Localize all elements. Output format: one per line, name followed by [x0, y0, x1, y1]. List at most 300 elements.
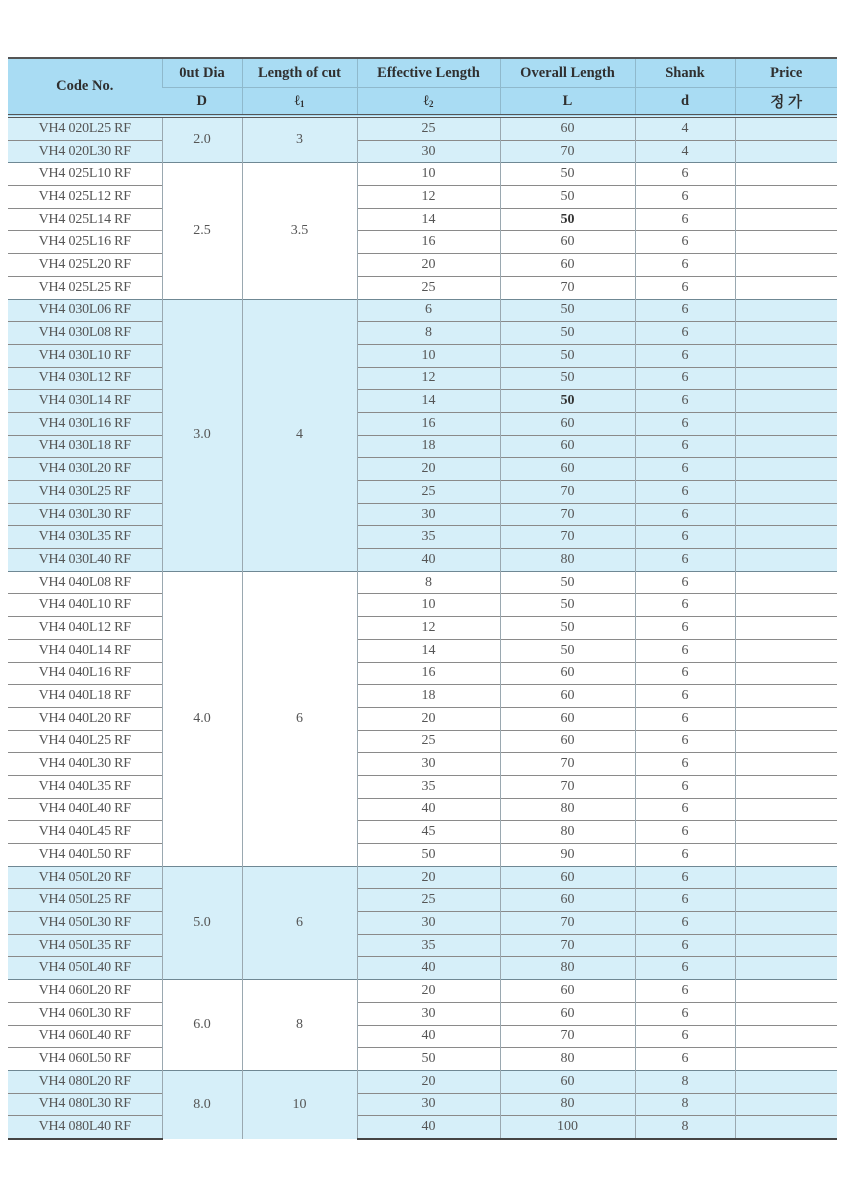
product-spec-table	[8, 57, 837, 1140]
overall-length-cell: 70	[500, 503, 635, 526]
table-row	[8, 957, 837, 980]
effective-length-cell: 18	[357, 685, 500, 708]
effective-length-cell: 10	[357, 163, 500, 186]
code-no-cell: VH4 050L40 RF	[8, 957, 162, 980]
header-symbol-d-dia: D	[162, 88, 242, 117]
shank-cell: 4	[635, 116, 735, 140]
code-no-cell: VH4 030L18 RF	[8, 435, 162, 458]
shank-cell: 6	[635, 367, 735, 390]
effective-length-cell: 25	[357, 730, 500, 753]
overall-length-cell: 70	[500, 526, 635, 549]
overall-length-cell: 60	[500, 1002, 635, 1025]
effective-length-cell: 8	[357, 571, 500, 594]
table-row	[8, 980, 837, 1003]
table-row	[8, 889, 837, 912]
shank-cell: 6	[635, 344, 735, 367]
code-no-cell: VH4 040L14 RF	[8, 639, 162, 662]
effective-length-cell: 40	[357, 798, 500, 821]
price-cell	[735, 571, 837, 594]
price-cell	[735, 163, 837, 186]
table-row	[8, 186, 837, 209]
code-no-cell: VH4 040L40 RF	[8, 798, 162, 821]
shank-cell: 6	[635, 866, 735, 889]
header-out-dia: 0ut Dia	[162, 58, 242, 88]
shank-cell: 6	[635, 1048, 735, 1071]
out-dia-cell: 3.0	[162, 299, 242, 571]
effective-length-cell: 12	[357, 367, 500, 390]
table-row	[8, 254, 837, 277]
price-cell	[735, 231, 837, 254]
table-row	[8, 140, 837, 163]
code-no-cell: VH4 030L20 RF	[8, 458, 162, 481]
out-dia-cell: 5.0	[162, 866, 242, 979]
price-cell	[735, 844, 837, 867]
effective-length-cell: 6	[357, 299, 500, 322]
effective-length-cell: 20	[357, 707, 500, 730]
price-cell	[735, 186, 837, 209]
code-no-cell: VH4 025L12 RF	[8, 186, 162, 209]
symbol-subscript: 2	[428, 98, 434, 109]
shank-cell: 6	[635, 163, 735, 186]
overall-length-cell: 80	[500, 1048, 635, 1071]
effective-length-cell: 20	[357, 1070, 500, 1093]
effective-length-cell: 10	[357, 594, 500, 617]
overall-length-cell: 60	[500, 866, 635, 889]
price-cell	[735, 367, 837, 390]
price-cell	[735, 753, 837, 776]
price-cell	[735, 116, 837, 140]
price-cell	[735, 1025, 837, 1048]
shank-cell: 6	[635, 685, 735, 708]
price-cell	[735, 1093, 837, 1116]
length-of-cut-cell: 3.5	[242, 163, 357, 299]
code-no-cell: VH4 050L25 RF	[8, 889, 162, 912]
code-no-cell: VH4 030L12 RF	[8, 367, 162, 390]
shank-cell: 8	[635, 1116, 735, 1139]
effective-length-cell: 30	[357, 1093, 500, 1116]
price-cell	[735, 254, 837, 277]
price-cell	[735, 435, 837, 458]
shank-cell: 6	[635, 526, 735, 549]
table-row	[8, 1070, 837, 1093]
code-no-cell: VH4 025L20 RF	[8, 254, 162, 277]
shank-cell: 6	[635, 821, 735, 844]
code-no-cell: VH4 080L20 RF	[8, 1070, 162, 1093]
code-no-cell: VH4 030L14 RF	[8, 390, 162, 413]
effective-length-cell: 30	[357, 503, 500, 526]
table-body	[8, 116, 837, 1139]
code-no-cell: VH4 020L25 RF	[8, 116, 162, 140]
table-row	[8, 821, 837, 844]
overall-length-cell: 50	[500, 299, 635, 322]
code-no-cell: VH4 040L20 RF	[8, 707, 162, 730]
table-header	[8, 58, 837, 116]
product-spec-table-container	[8, 57, 837, 1140]
shank-cell: 6	[635, 639, 735, 662]
price-cell	[735, 662, 837, 685]
code-no-cell: VH4 050L35 RF	[8, 934, 162, 957]
price-cell	[735, 934, 837, 957]
overall-length-cell: 60	[500, 889, 635, 912]
overall-length-cell: 60	[500, 231, 635, 254]
effective-length-cell: 8	[357, 322, 500, 345]
effective-length-cell: 18	[357, 435, 500, 458]
table-row	[8, 1093, 837, 1116]
shank-cell: 6	[635, 594, 735, 617]
shank-cell: 6	[635, 1002, 735, 1025]
code-no-cell: VH4 030L40 RF	[8, 549, 162, 572]
table-row	[8, 549, 837, 572]
code-no-cell: VH4 040L08 RF	[8, 571, 162, 594]
length-of-cut-cell: 8	[242, 980, 357, 1071]
overall-length-cell: 60	[500, 254, 635, 277]
table-row	[8, 1048, 837, 1071]
table-row	[8, 639, 837, 662]
shank-cell: 6	[635, 503, 735, 526]
shank-cell: 6	[635, 208, 735, 231]
shank-cell: 6	[635, 753, 735, 776]
shank-cell: 6	[635, 186, 735, 209]
out-dia-cell: 8.0	[162, 1070, 242, 1139]
code-no-cell: VH4 040L18 RF	[8, 685, 162, 708]
overall-length-cell: 50	[500, 639, 635, 662]
shank-cell: 6	[635, 980, 735, 1003]
effective-length-cell: 25	[357, 481, 500, 504]
shank-cell: 6	[635, 322, 735, 345]
overall-length-cell: 70	[500, 934, 635, 957]
table-row	[8, 344, 837, 367]
overall-length-cell: 50	[500, 571, 635, 594]
overall-length-cell: 70	[500, 1025, 635, 1048]
length-of-cut-cell: 6	[242, 571, 357, 866]
price-cell	[735, 299, 837, 322]
table-row	[8, 617, 837, 640]
price-cell	[735, 322, 837, 345]
code-no-cell: VH4 020L30 RF	[8, 140, 162, 163]
length-of-cut-cell: 6	[242, 866, 357, 979]
length-of-cut-cell: 4	[242, 299, 357, 571]
effective-length-cell: 14	[357, 639, 500, 662]
price-cell	[735, 1070, 837, 1093]
effective-length-cell: 50	[357, 1048, 500, 1071]
header-symbol-price-kr: 정 가	[735, 88, 837, 117]
effective-length-cell: 30	[357, 140, 500, 163]
code-no-cell: VH4 040L16 RF	[8, 662, 162, 685]
out-dia-cell: 6.0	[162, 980, 242, 1071]
overall-length-cell: 70	[500, 481, 635, 504]
header-overall-length: Overall Length	[500, 58, 635, 88]
effective-length-cell: 35	[357, 526, 500, 549]
code-no-cell: VH4 030L25 RF	[8, 481, 162, 504]
effective-length-cell: 20	[357, 980, 500, 1003]
code-no-cell: VH4 060L20 RF	[8, 980, 162, 1003]
shank-cell: 6	[635, 458, 735, 481]
out-dia-cell: 2.0	[162, 116, 242, 163]
table-row	[8, 322, 837, 345]
shank-cell: 6	[635, 707, 735, 730]
shank-cell: 6	[635, 435, 735, 458]
shank-cell: 6	[635, 1025, 735, 1048]
effective-length-cell: 12	[357, 186, 500, 209]
overall-length-cell: 60	[500, 730, 635, 753]
shank-cell: 6	[635, 412, 735, 435]
header-effective-length: Effective Length	[357, 58, 500, 88]
header-shank: Shank	[635, 58, 735, 88]
price-cell	[735, 707, 837, 730]
shank-cell: 6	[635, 662, 735, 685]
code-no-cell: VH4 080L30 RF	[8, 1093, 162, 1116]
overall-length-cell: 70	[500, 775, 635, 798]
effective-length-cell: 45	[357, 821, 500, 844]
table-row	[8, 866, 837, 889]
symbol-l: ℓ	[423, 92, 429, 109]
shank-cell: 6	[635, 231, 735, 254]
code-no-cell: VH4 050L30 RF	[8, 912, 162, 935]
overall-length-cell: 70	[500, 753, 635, 776]
effective-length-cell: 20	[357, 866, 500, 889]
code-no-cell: VH4 030L35 RF	[8, 526, 162, 549]
table-row	[8, 481, 837, 504]
table-row	[8, 730, 837, 753]
price-cell	[735, 481, 837, 504]
table-row	[8, 707, 837, 730]
price-cell	[735, 639, 837, 662]
shank-cell: 6	[635, 549, 735, 572]
table-row	[8, 412, 837, 435]
table-row	[8, 798, 837, 821]
price-cell	[735, 775, 837, 798]
code-no-cell: VH4 040L12 RF	[8, 617, 162, 640]
price-cell	[735, 957, 837, 980]
price-cell	[735, 1002, 837, 1025]
overall-length-cell: 60	[500, 707, 635, 730]
code-no-cell: VH4 025L10 RF	[8, 163, 162, 186]
out-dia-cell: 2.5	[162, 163, 242, 299]
overall-length-cell: 50	[500, 344, 635, 367]
code-no-cell: VH4 050L20 RF	[8, 866, 162, 889]
table-row	[8, 1025, 837, 1048]
table-row	[8, 571, 837, 594]
table-row	[8, 208, 837, 231]
effective-length-cell: 16	[357, 662, 500, 685]
shank-cell: 6	[635, 912, 735, 935]
price-cell	[735, 503, 837, 526]
overall-length-cell: 60	[500, 980, 635, 1003]
code-no-cell: VH4 030L30 RF	[8, 503, 162, 526]
effective-length-cell: 25	[357, 276, 500, 299]
price-cell	[735, 1048, 837, 1071]
code-no-cell: VH4 040L35 RF	[8, 775, 162, 798]
header-length-of-cut: Length of cut	[242, 58, 357, 88]
price-cell	[735, 390, 837, 413]
table-row	[8, 753, 837, 776]
price-cell	[735, 208, 837, 231]
effective-length-cell: 40	[357, 957, 500, 980]
overall-length-cell: 60	[500, 458, 635, 481]
header-price: Price	[735, 58, 837, 88]
shank-cell: 6	[635, 481, 735, 504]
table-row	[8, 458, 837, 481]
header-code-no: Code No.	[8, 58, 162, 116]
price-cell	[735, 617, 837, 640]
effective-length-cell: 25	[357, 889, 500, 912]
table-row	[8, 912, 837, 935]
header-symbol-l2	[357, 88, 500, 117]
table-row	[8, 685, 837, 708]
effective-length-cell: 10	[357, 344, 500, 367]
code-no-cell: VH4 080L40 RF	[8, 1116, 162, 1139]
code-no-cell: VH4 040L25 RF	[8, 730, 162, 753]
shank-cell: 6	[635, 254, 735, 277]
effective-length-cell: 25	[357, 116, 500, 140]
symbol-l: ℓ	[294, 92, 300, 109]
price-cell	[735, 798, 837, 821]
code-no-cell: VH4 030L08 RF	[8, 322, 162, 345]
shank-cell: 6	[635, 798, 735, 821]
price-cell	[735, 866, 837, 889]
length-of-cut-cell: 10	[242, 1070, 357, 1139]
code-no-cell: VH4 025L25 RF	[8, 276, 162, 299]
overall-length-cell: 60	[500, 1070, 635, 1093]
shank-cell: 6	[635, 889, 735, 912]
overall-length-cell: 100	[500, 1116, 635, 1139]
overall-length-cell: 60	[500, 685, 635, 708]
shank-cell: 6	[635, 276, 735, 299]
table-row	[8, 299, 837, 322]
table-row	[8, 276, 837, 299]
code-no-cell: VH4 060L40 RF	[8, 1025, 162, 1048]
effective-length-cell: 30	[357, 753, 500, 776]
code-no-cell: VH4 040L45 RF	[8, 821, 162, 844]
effective-length-cell: 35	[357, 775, 500, 798]
effective-length-cell: 35	[357, 934, 500, 957]
table-row	[8, 231, 837, 254]
overall-length-cell: 50	[500, 594, 635, 617]
price-cell	[735, 889, 837, 912]
overall-length-cell: 70	[500, 276, 635, 299]
effective-length-cell: 14	[357, 208, 500, 231]
price-cell	[735, 594, 837, 617]
overall-length-cell: 60	[500, 116, 635, 140]
overall-length-cell: 80	[500, 821, 635, 844]
shank-cell: 8	[635, 1070, 735, 1093]
shank-cell: 6	[635, 617, 735, 640]
table-row	[8, 367, 837, 390]
shank-cell: 6	[635, 730, 735, 753]
price-cell	[735, 412, 837, 435]
shank-cell: 6	[635, 299, 735, 322]
table-row	[8, 594, 837, 617]
table-row	[8, 390, 837, 413]
overall-length-cell: 60	[500, 435, 635, 458]
overall-length-cell: 50	[500, 367, 635, 390]
effective-length-cell: 50	[357, 844, 500, 867]
overall-length-cell: 50	[500, 186, 635, 209]
price-cell	[735, 140, 837, 163]
price-cell	[735, 730, 837, 753]
price-cell	[735, 980, 837, 1003]
code-no-cell: VH4 030L06 RF	[8, 299, 162, 322]
effective-length-cell: 14	[357, 390, 500, 413]
overall-length-cell: 70	[500, 140, 635, 163]
table-row	[8, 163, 837, 186]
length-of-cut-cell: 3	[242, 116, 357, 163]
overall-length-cell: 50	[500, 208, 635, 231]
price-cell	[735, 344, 837, 367]
effective-length-cell: 30	[357, 912, 500, 935]
effective-length-cell: 40	[357, 549, 500, 572]
table-row	[8, 526, 837, 549]
price-cell	[735, 458, 837, 481]
shank-cell: 6	[635, 775, 735, 798]
price-cell	[735, 685, 837, 708]
code-no-cell: VH4 040L50 RF	[8, 844, 162, 867]
table-row	[8, 775, 837, 798]
effective-length-cell: 16	[357, 412, 500, 435]
code-no-cell: VH4 040L30 RF	[8, 753, 162, 776]
table-row	[8, 435, 837, 458]
code-no-cell: VH4 030L16 RF	[8, 412, 162, 435]
shank-cell: 6	[635, 390, 735, 413]
code-no-cell: VH4 040L10 RF	[8, 594, 162, 617]
header-symbol-d-shank: d	[635, 88, 735, 117]
table-row	[8, 116, 837, 140]
effective-length-cell: 40	[357, 1025, 500, 1048]
overall-length-cell: 60	[500, 662, 635, 685]
overall-length-cell: 90	[500, 844, 635, 867]
shank-cell: 6	[635, 957, 735, 980]
shank-cell: 6	[635, 571, 735, 594]
overall-length-cell: 80	[500, 798, 635, 821]
shank-cell: 4	[635, 140, 735, 163]
overall-length-cell: 80	[500, 549, 635, 572]
header-symbol-l1	[242, 88, 357, 117]
overall-length-cell: 60	[500, 412, 635, 435]
overall-length-cell: 80	[500, 957, 635, 980]
overall-length-cell: 50	[500, 322, 635, 345]
overall-length-cell: 50	[500, 163, 635, 186]
table-row	[8, 662, 837, 685]
effective-length-cell: 30	[357, 1002, 500, 1025]
effective-length-cell: 12	[357, 617, 500, 640]
code-no-cell: VH4 025L14 RF	[8, 208, 162, 231]
symbol-subscript: 1	[299, 98, 305, 109]
price-cell	[735, 821, 837, 844]
table-row	[8, 503, 837, 526]
out-dia-cell: 4.0	[162, 571, 242, 866]
effective-length-cell: 20	[357, 458, 500, 481]
shank-cell: 6	[635, 844, 735, 867]
overall-length-cell: 80	[500, 1093, 635, 1116]
price-cell	[735, 912, 837, 935]
code-no-cell: VH4 060L50 RF	[8, 1048, 162, 1071]
table-row	[8, 1002, 837, 1025]
code-no-cell: VH4 030L10 RF	[8, 344, 162, 367]
effective-length-cell: 20	[357, 254, 500, 277]
shank-cell: 8	[635, 1093, 735, 1116]
table-row	[8, 1116, 837, 1139]
code-no-cell: VH4 025L16 RF	[8, 231, 162, 254]
price-cell	[735, 549, 837, 572]
shank-cell: 6	[635, 934, 735, 957]
overall-length-cell: 70	[500, 912, 635, 935]
price-cell	[735, 526, 837, 549]
overall-length-cell: 50	[500, 390, 635, 413]
table-row	[8, 934, 837, 957]
table-row	[8, 844, 837, 867]
code-no-cell: VH4 060L30 RF	[8, 1002, 162, 1025]
effective-length-cell: 40	[357, 1116, 500, 1139]
